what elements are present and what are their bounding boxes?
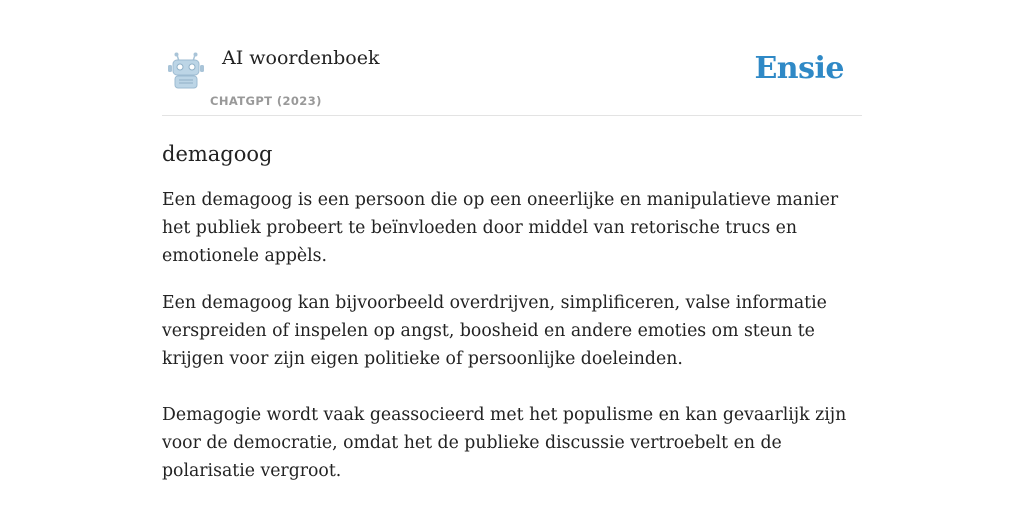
robot-icon [166, 52, 206, 90]
dictionary-title[interactable]: AI woordenboek [222, 47, 380, 69]
definition-paragraph: Een demagoog kan bijvoorbeeld overdrijven, simplificeren, valse informatie verspreiden of inspelen op angst, boosheid en andere emoties om steun te krijgen voor zijn eigen politieke of persoonlijke doeleinden. [162, 293, 827, 369]
definition-paragraph: Demagogie wordt vaak geassocieerd met het populisme en kan gevaarlijk zijn voor de democratie, omdat het de publieke discussie vertroebelt en de polarisatie vergroot. [162, 405, 847, 481]
dictionary-header [162, 0, 862, 116]
entry-content [162, 134, 862, 504]
brand-logo[interactable]: Ensie [754, 51, 844, 86]
entry-term: demagoog [162, 142, 273, 166]
definition-paragraph: Een demagoog is een persoon die op een oneerlijke en manipulatieve manier het publiek probeert te beïnvloeden door middel van retorische trucs en emotionele appèls. [162, 190, 839, 266]
source-label: CHATGPT (2023) [210, 94, 322, 108]
